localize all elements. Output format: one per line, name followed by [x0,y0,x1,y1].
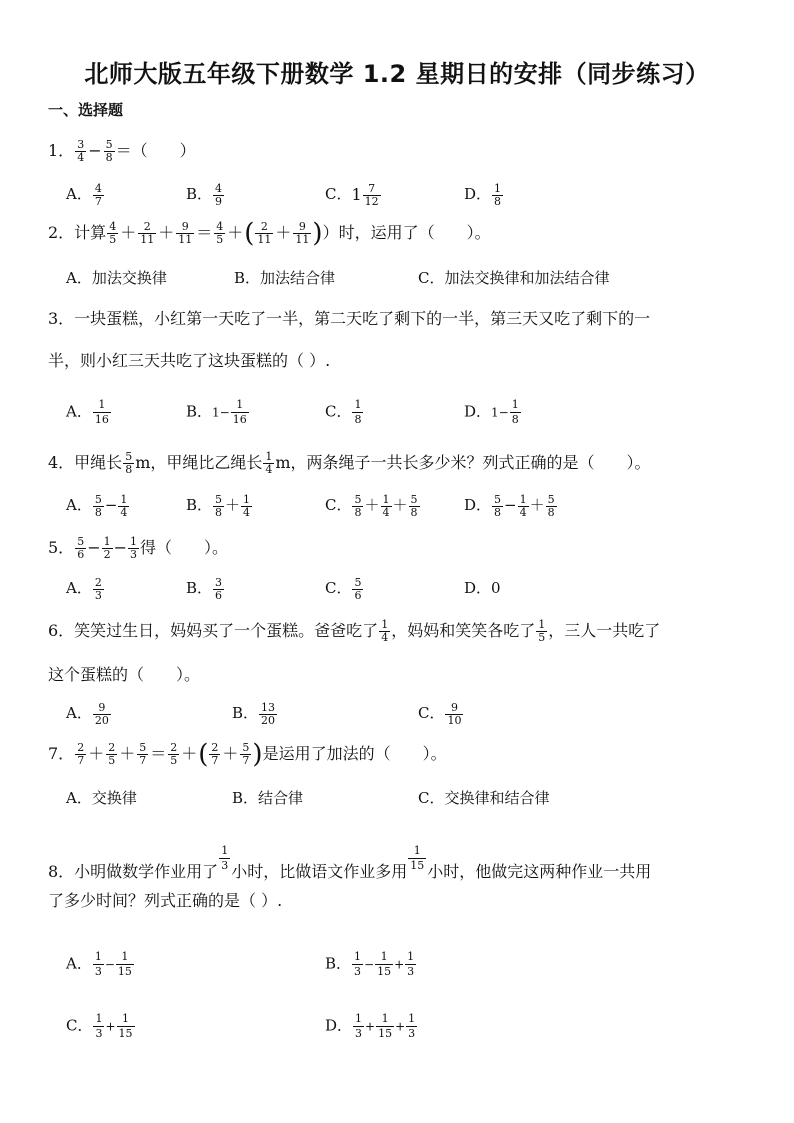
fraction [376,1012,394,1041]
text-segment: 得（ ）。 [140,538,229,557]
text-segment: ）时，运用了（ ）。 [322,223,491,242]
fraction-denominator: 8 [494,194,502,208]
option-b[interactable] [186,398,250,427]
fraction [93,494,104,519]
fraction-denominator: 5 [216,233,224,246]
text-segment: A． [66,704,92,722]
fraction-numerator: 1 [355,1012,363,1025]
text-segment: ＋ [275,223,292,242]
question-4 [48,450,651,476]
text-segment: + [395,1019,406,1034]
fraction-numerator: 1 [117,1012,135,1027]
fraction [93,398,111,427]
fraction-numerator: 1 [221,844,229,857]
text-segment: − [113,538,127,557]
fraction-denominator: 3 [94,965,102,978]
fraction-numerator: 1 [231,398,249,413]
fraction [123,451,134,476]
fraction-denominator: 3 [408,1027,416,1040]
option-a[interactable] [66,492,130,519]
fraction [213,577,224,602]
text-segment: m，甲绳比乙绳长 [135,453,263,472]
text-segment: B． [186,579,213,597]
fraction-denominator: 20 [94,713,109,727]
fraction-numerator: 4 [216,220,224,233]
fraction [259,702,277,727]
fraction-numerator: 1 [408,1012,416,1025]
fraction [117,1012,135,1041]
option-b[interactable] [325,950,417,979]
fraction-denominator: 8 [354,413,362,426]
text-segment: ) [312,218,323,249]
fraction-numerator: 1 [354,950,362,963]
fraction [138,221,156,246]
fraction-denominator: 4 [381,631,389,644]
fraction-denominator: 4 [120,505,128,519]
fraction [352,950,363,979]
option-b[interactable] [186,575,225,602]
fraction [379,619,390,644]
fraction-denominator: 4 [77,151,85,164]
fraction-denominator: 8 [105,151,113,164]
fraction-denominator: 4 [519,505,527,519]
text-segment: B． [186,496,213,514]
fraction-denominator: 16 [232,413,247,426]
fraction-denominator: 6 [354,588,362,602]
fraction [116,950,134,979]
fraction-numerator: 2 [138,221,156,234]
fraction-numerator: 1 [375,950,393,965]
fraction-numerator: 9 [93,702,111,715]
fraction-denominator: 6 [77,548,85,561]
fraction-numerator: 1 [265,450,273,463]
option-d[interactable] [325,1012,418,1041]
option-b[interactable] [232,700,278,727]
option-d[interactable] [464,492,558,519]
question-6-line-2: 这个蛋糕的（ ）。 [48,665,201,684]
option-a[interactable]: A．交换律 [66,789,137,807]
fraction-numerator: 1 [494,181,502,195]
fraction [409,494,420,519]
fraction [363,183,381,208]
fraction-denominator: 12 [364,194,379,208]
text-segment: B． [186,402,213,421]
option-b[interactable] [186,492,253,519]
text-segment: ＋ [181,744,198,763]
option-c[interactable] [325,492,421,519]
text-segment: ，三人一共吃了 [548,621,661,640]
fraction-denominator: 8 [511,413,519,426]
fraction-numerator: 5 [242,741,250,754]
option-d[interactable] [464,181,504,208]
text-segment: 小时，他做完这两种作业一共用 [427,862,652,881]
text-segment: 1 [351,185,362,204]
text-segment: ＋ [225,496,241,514]
fraction-numerator: 5 [77,535,85,548]
fraction [75,139,86,164]
fraction-denominator: 9 [215,194,223,208]
fraction [352,577,363,602]
fraction-numerator: 4 [215,181,223,195]
option-c[interactable] [325,398,364,427]
fraction-numerator: 1 [519,492,527,506]
option-a[interactable] [66,398,112,427]
text-segment: ＋ [227,223,244,242]
fraction-denominator: 10 [447,713,462,727]
text-segment: 1− [212,405,230,420]
text-segment: ＝ [150,744,167,763]
option-a[interactable] [66,575,105,602]
fraction-denominator: 3 [95,1027,103,1040]
fraction [93,577,104,602]
fraction [214,221,225,246]
question-3-line-2: 半，则小红三天共吃了这块蛋糕的（ ）. [48,351,331,370]
text-segment: B． [325,954,352,973]
fraction-numerator: 5 [94,492,102,506]
fraction-numerator: 5 [125,450,133,463]
text-segment: 8．小明做数学作业用了 [48,862,219,881]
text-segment: C． [325,579,352,597]
fraction-numerator: 4 [94,181,102,195]
fraction-denominator: 8 [494,505,502,519]
fraction-numerator: 1 [94,950,102,963]
fraction-numerator: 13 [261,700,276,714]
fraction-numerator: 1 [382,492,390,506]
fraction-numerator: 2 [211,741,219,754]
fraction-numerator: 7 [363,183,381,196]
fraction-numerator: 2 [94,575,102,589]
fraction-denominator: 8 [125,463,133,476]
fraction [408,844,426,873]
text-segment: ＋ [158,223,175,242]
question-number: 1． [48,141,75,160]
text-segment: D． [464,185,492,203]
fraction [104,139,115,164]
fraction [107,221,118,246]
fraction-denominator: 8 [94,505,102,519]
text-segment: A． [66,496,92,514]
fraction-denominator: 11 [295,233,310,246]
question-8-line-1 [48,844,651,885]
text-segment: ( [244,218,255,249]
fraction-denominator: 8 [547,505,555,519]
text-segment: ＋ [222,744,239,763]
text-segment: ，妈妈和笑笑各吃了 [391,621,536,640]
fraction [241,494,252,519]
fraction-numerator: 9 [445,702,463,715]
text-segment: ＋ [88,744,105,763]
fraction [106,742,117,767]
fraction-denominator: 6 [215,588,223,602]
text-segment: A． [66,402,92,421]
text-segment: D． [464,402,492,421]
fraction-denominator: 3 [407,965,415,978]
fraction-denominator: 15 [377,965,392,978]
text-segment: C． [418,704,445,722]
text-segment: B． [186,185,213,203]
text-segment: − [104,496,118,514]
question-8-line-2: 了多少时间？列式正确的是（ ）. [48,891,283,910]
fraction [445,702,463,727]
text-segment: 1− [491,405,509,420]
fraction-denominator: 2 [103,548,111,561]
fraction [492,494,503,519]
answer-blank: ＝（ ） [115,141,196,160]
fraction-numerator: 9 [176,221,194,234]
text-segment: + [365,1019,376,1034]
text-segment: 6．笑笑过生日，妈妈买了一个蛋糕。爸爸吃了 [48,621,379,640]
option-b[interactable]: B．加法结合律 [234,269,336,287]
fraction-denominator: 11 [178,233,193,246]
fraction [263,451,274,476]
fraction [352,494,363,519]
text-segment: ＋ [392,496,408,514]
fraction [176,221,194,246]
fraction-denominator: 5 [170,754,178,767]
fraction-numerator: 1 [511,398,519,411]
text-segment: ( [198,739,209,770]
fraction [375,950,393,979]
fraction [128,536,139,561]
fraction-denominator: 15 [117,965,132,978]
fraction-denominator: 5 [109,233,117,246]
fraction [492,183,503,208]
fraction-numerator: 1 [120,492,128,506]
text-segment: 2．计算 [48,223,107,242]
fraction-denominator: 11 [257,233,272,246]
fraction-numerator: 5 [139,741,147,754]
option-a[interactable] [66,950,135,979]
option-c[interactable] [325,181,382,208]
text-segment: A． [66,185,92,203]
fraction-numerator: 5 [494,492,502,506]
question-5 [48,535,228,561]
text-segment: C． [325,185,352,203]
fraction-denominator: 8 [410,505,418,519]
fraction-numerator: 3 [215,575,223,589]
fraction-numerator: 9 [293,221,311,234]
option-b[interactable] [186,181,225,208]
fraction [293,221,311,246]
fraction [168,742,179,767]
question-2 [48,220,491,247]
fraction-denominator: 7 [94,194,102,208]
text-segment: ) [252,739,263,770]
option-d[interactable] [464,398,522,427]
fraction-numerator: 1 [381,618,389,631]
text-segment: ＋ [364,496,380,514]
fraction [381,494,392,519]
option-a[interactable] [66,700,112,727]
fraction-numerator: 2 [108,741,116,754]
fraction-denominator: 3 [355,1027,363,1040]
fraction-numerator: 1 [408,844,426,859]
fraction [219,844,230,873]
fraction-numerator: 1 [354,398,362,411]
fraction-numerator: 1 [95,1012,103,1025]
text-segment: + [105,1019,116,1034]
question-7 [48,741,447,768]
fraction [209,742,220,767]
section-heading: 一、选择题 [48,101,124,119]
text-segment: − [87,538,101,557]
option-c[interactable]: C．加法交换律和加法结合律 [418,269,610,287]
text-segment: + [394,957,405,972]
fraction-denominator: 16 [94,413,109,426]
fraction-numerator: 1 [130,535,137,548]
fraction-denominator: 7 [211,754,219,767]
option-c[interactable] [325,575,364,602]
fraction-numerator: 5 [215,492,223,506]
option-d[interactable]: D．0 [464,579,501,597]
text-segment: ＝ [196,223,213,242]
fraction-denominator: 15 [378,1027,393,1040]
fraction-denominator: 3 [130,548,137,561]
text-segment: ＋ [120,223,137,242]
fraction-numerator: 2 [77,741,85,754]
text-segment: − [504,496,517,514]
fraction [406,1012,417,1041]
text-segment: D． [464,496,492,514]
option-a[interactable]: A．加法交换律 [66,269,167,287]
text-segment: 是运用了加法的（ ）。 [262,744,447,763]
fraction-numerator: 1 [116,950,134,965]
fraction-numerator: 1 [243,492,251,506]
fraction-denominator: 15 [118,1027,133,1040]
fraction-denominator: 4 [243,505,251,519]
option-a[interactable] [66,181,105,208]
fraction [353,1012,364,1041]
question-1 [48,138,196,164]
page-title: 北师大版五年级下册数学 1.2 星期日的安排（同步练习） [84,60,710,88]
option-b[interactable]: B．结合律 [232,789,304,807]
fraction [93,1012,104,1041]
fraction-denominator: 4 [382,505,390,519]
fraction-numerator: 5 [410,492,418,506]
fraction-denominator: 3 [94,588,102,602]
fraction-numerator: 1 [407,950,415,963]
text-segment: C． [325,496,352,514]
text-segment: 5． [48,538,75,557]
fraction [510,398,521,427]
fraction [75,742,86,767]
fraction-denominator: 3 [221,859,229,872]
fraction [118,494,129,519]
question-3-line-1: 3．一块蛋糕，小红第一天吃了一半，第二天吃了剩下的一半，第三天又吃了剩下的一 [48,309,651,328]
fraction-denominator: 5 [538,631,546,644]
fraction [546,494,557,519]
fraction [231,398,249,427]
text-segment: m，两条绳子一共长多少米？列式正确的是（ ）。 [275,453,651,472]
fraction-numerator: 5 [354,575,362,589]
fraction-numerator: 1 [93,398,111,413]
fraction-numerator: 5 [105,138,113,151]
fraction [536,619,547,644]
fraction-denominator: 15 [410,859,425,872]
fraction-denominator: 20 [261,713,276,727]
fraction [93,183,104,208]
fraction-numerator: 4 [109,220,117,233]
fraction-numerator: 2 [170,741,178,754]
text-segment: B． [232,704,259,722]
fraction-numerator: 3 [77,138,85,151]
text-segment: ＋ [119,744,136,763]
fraction [137,742,148,767]
fraction [405,950,416,979]
question-6-line-1 [48,618,660,644]
text-segment: ＋ [529,496,545,514]
text-segment: 4．甲绳长 [48,453,123,472]
fraction [75,536,86,561]
fraction [240,742,251,767]
fraction-numerator: 1 [538,618,546,631]
fraction-denominator: 11 [140,233,155,246]
fraction [213,183,224,208]
fraction [102,536,113,561]
fraction-denominator: 7 [242,754,250,767]
fraction-numerator: 1 [103,535,111,548]
text-segment: C． [325,402,352,421]
fraction [518,494,529,519]
text-segment: − [364,957,375,972]
text-segment: − [104,957,115,972]
text-segment: D． [325,1016,353,1035]
text-segment: A． [66,579,92,597]
fraction [352,398,363,427]
text-segment: A． [66,954,92,973]
fraction-numerator: 2 [255,221,273,234]
fraction-numerator: 5 [354,492,362,506]
fraction-numerator: 1 [376,1012,394,1027]
fraction-denominator: 4 [265,463,273,476]
option-c[interactable] [418,700,464,727]
fraction-denominator: 8 [215,505,223,519]
fraction-denominator: 7 [139,754,147,767]
fraction-denominator: 7 [77,754,85,767]
option-c[interactable] [66,1012,136,1041]
text-segment: 小时，比做语文作业多用 [231,862,408,881]
fraction [93,702,111,727]
option-c[interactable]: C．交换律和结合律 [418,789,550,807]
fraction-denominator: 5 [108,754,116,767]
fraction-denominator: 3 [354,965,362,978]
fraction [93,950,104,979]
text-segment: C． [66,1016,93,1035]
fraction [255,221,273,246]
fraction-numerator: 5 [547,492,555,506]
fraction [213,494,224,519]
text-segment: 7． [48,744,75,763]
fraction-denominator: 8 [354,505,362,519]
text-segment: − [88,141,102,160]
